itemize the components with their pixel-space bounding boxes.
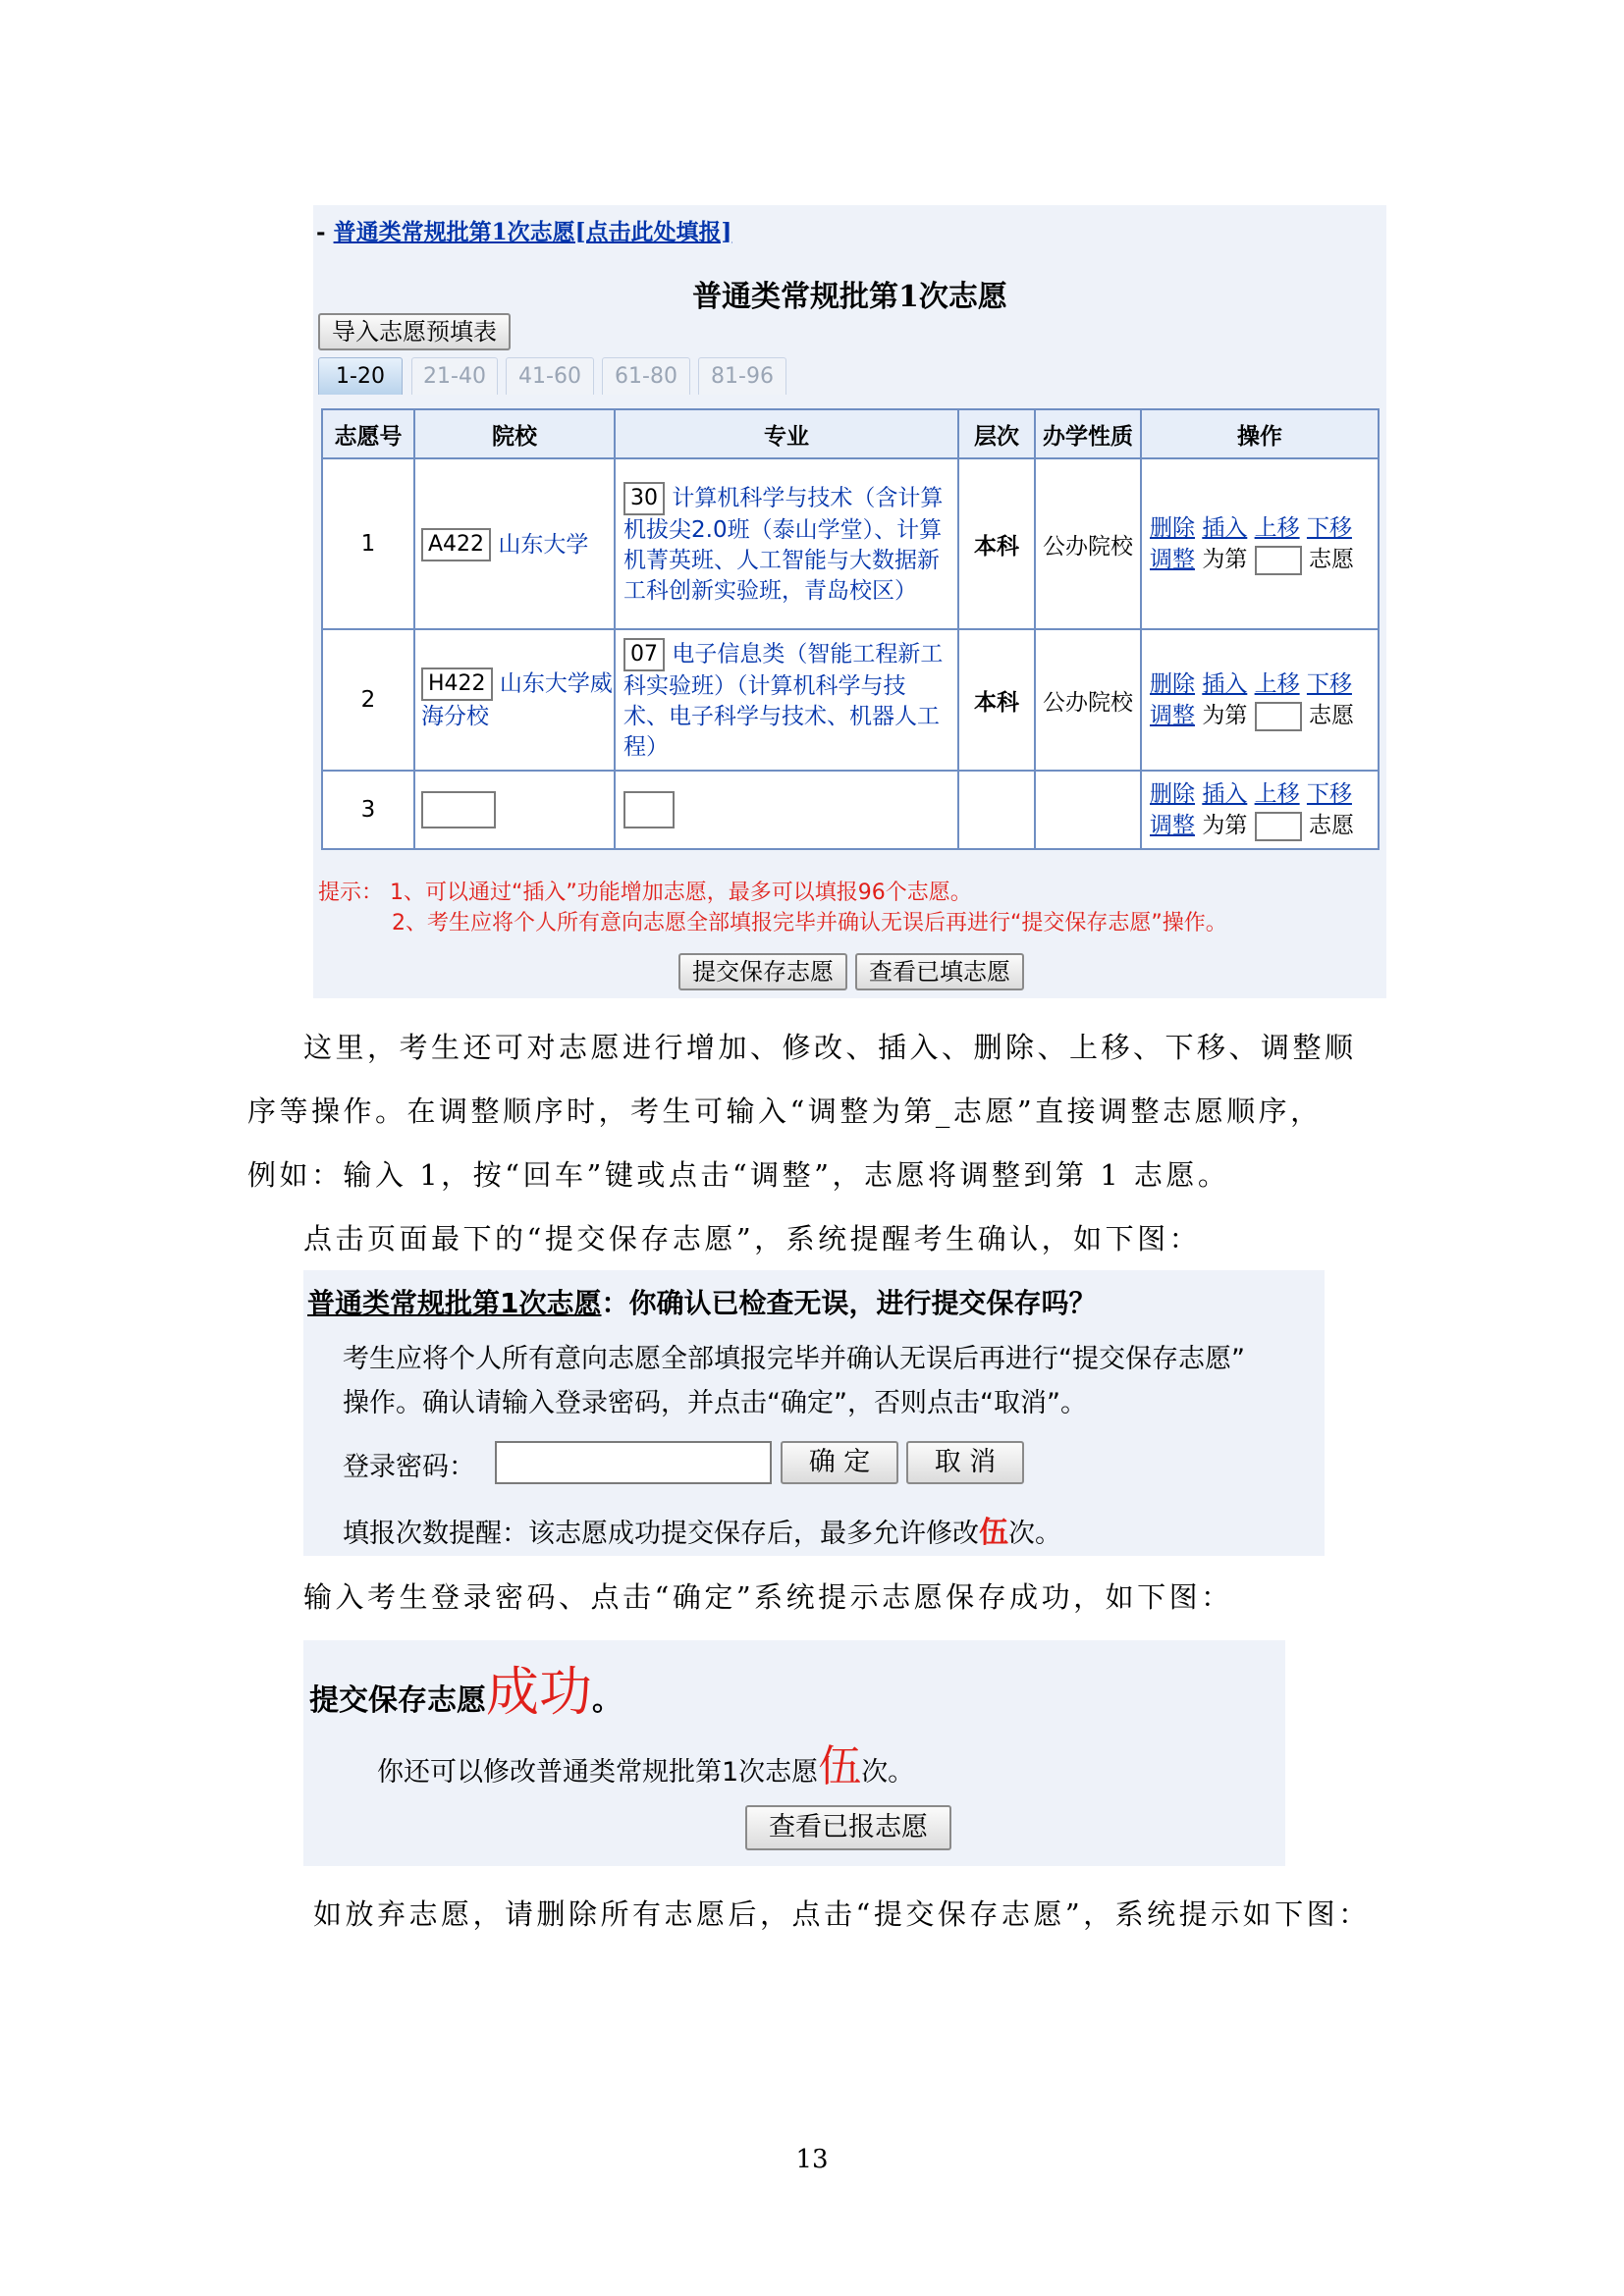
level-cell: 本科 (958, 629, 1035, 771)
tab-41-60[interactable]: 41-60 (506, 357, 594, 395)
major-cell (615, 771, 958, 849)
col-header-no: 志愿号 (322, 409, 414, 458)
col-header-nature: 办学性质 (1035, 409, 1141, 458)
adjust-link[interactable]: 调整 (1150, 703, 1195, 728)
paragraph-1-line-3: 例如：输入 1，按“回车”键或点击“调整”，志愿将调整到第 1 志愿。 (247, 1158, 1230, 1192)
ops-cell (1141, 629, 1379, 771)
school-cell (414, 629, 615, 771)
remaining-edits-text: 你还可以修改普通类常规批第1次志愿 (377, 1757, 819, 1788)
tab-61-80[interactable]: 61-80 (602, 357, 690, 395)
table-row (322, 458, 1379, 629)
ops-cell (1141, 458, 1379, 629)
submit-reminder (343, 1508, 1061, 1551)
wish-label: 志愿 (1308, 813, 1354, 838)
nature-cell: 公办院校 (1035, 458, 1141, 629)
paragraph-4: 如放弃志愿，请删除所有志愿后，点击“提交保存志愿”，系统提示如下图： (313, 1897, 1371, 1931)
major-cell (615, 629, 958, 771)
move-up-link[interactable]: 上移 (1254, 515, 1300, 541)
ops-cell (1141, 771, 1379, 849)
move-up-link[interactable]: 上移 (1254, 781, 1300, 807)
adjust-order-input[interactable] (1255, 812, 1302, 841)
success-word: 成功 (486, 1661, 592, 1723)
move-down-link[interactable]: 下移 (1306, 515, 1352, 541)
major-cell (615, 458, 958, 629)
adjust-link[interactable]: 调整 (1150, 813, 1195, 838)
table-row (322, 771, 1379, 849)
page-number: 13 (795, 2145, 829, 2174)
major-code-input[interactable] (623, 791, 675, 828)
nature-cell: 公办院校 (1035, 629, 1141, 771)
major-name: 计算机科学与技术（含计算机拔尖2.0班（泰山学堂）、计算机菁英班、人工智能与大数据新工科创新实验班，青岛校区） (623, 485, 944, 604)
row-no: 1 (322, 458, 414, 629)
reminder-suffix: 次。 (1008, 1519, 1061, 1549)
wish-label: 志愿 (1308, 547, 1354, 572)
header-prefix: - (316, 219, 334, 245)
confirm-title-question: ：你确认已检查无误，进行提交保存吗？ (601, 1287, 1097, 1319)
wish-form-panel (313, 205, 1386, 998)
col-header-level: 层次 (958, 409, 1035, 458)
insert-link[interactable]: 插入 (1202, 671, 1248, 697)
as-nth-label: 为第 (1202, 813, 1248, 838)
school-name: 山东大学威海分校 (421, 670, 613, 729)
confirm-desc-line-2: 操作。确认请输入登录密码，并点击“确定”，否则点击“取消”。 (343, 1388, 1087, 1418)
import-prefill-button[interactable]: 导入志愿预填表 (318, 313, 511, 350)
submit-save-button[interactable]: 提交保存志愿 (678, 953, 847, 990)
reminder-count: 伍 (979, 1516, 1008, 1550)
remaining-edits-count: 伍 (818, 1741, 862, 1791)
major-code-input[interactable]: 30 (623, 482, 665, 515)
school-name: 山东大学 (498, 531, 589, 558)
major-name: 电子信息类（智能工程新工科实验班）（计算机科学与技术、电子科学与技术、机器人工程） (623, 641, 944, 760)
remaining-edits-suffix: 次。 (861, 1757, 915, 1788)
hint-line-2: 2、考生应将个人所有意向志愿全部填报完毕并确认无误后再进行“提交保存志愿”操作。 (392, 911, 1227, 935)
remaining-edits-line (377, 1731, 914, 1793)
delete-link[interactable]: 删除 (1150, 671, 1195, 697)
row-no: 3 (322, 771, 414, 849)
password-label: 登录密码： (343, 1452, 475, 1482)
move-down-link[interactable]: 下移 (1306, 781, 1352, 807)
ok-button[interactable]: 确 定 (781, 1441, 898, 1484)
paragraph-2: 点击页面最下的“提交保存志愿”，系统提醒考生确认，如下图： (303, 1222, 1202, 1255)
level-cell (958, 771, 1035, 849)
tab-21-40[interactable]: 21-40 (411, 357, 498, 395)
level-cell: 本科 (958, 458, 1035, 629)
view-filled-button[interactable]: 查看已填志愿 (855, 953, 1024, 990)
school-cell (414, 458, 615, 629)
major-code-input[interactable]: 07 (623, 638, 665, 671)
paragraph-1-line-1: 这里，考生还可对志愿进行增加、修改、插入、删除、上移、下移、调整顺 (303, 1031, 1357, 1064)
school-cell (414, 771, 615, 849)
col-header-school: 院校 (414, 409, 615, 458)
table-row (322, 629, 1379, 771)
confirm-dialog (303, 1270, 1325, 1556)
cancel-button[interactable]: 取 消 (906, 1441, 1024, 1484)
confirm-title-link[interactable]: 普通类常规批第1次志愿 (307, 1287, 602, 1319)
form-title: 普通类常规批第1次志愿 (692, 280, 1007, 314)
delete-link[interactable]: 删除 (1150, 515, 1195, 541)
school-code-input[interactable]: H422 (421, 667, 493, 701)
password-input[interactable] (495, 1441, 772, 1484)
reminder-text: 填报次数提醒：该志愿成功提交保存后，最多允许修改 (343, 1519, 979, 1549)
insert-link[interactable]: 插入 (1202, 515, 1248, 541)
view-submitted-button[interactable]: 查看已报志愿 (745, 1805, 951, 1850)
paragraph-3: 输入考生登录密码、点击“确定”系统提示志愿保存成功，如下图： (303, 1580, 1233, 1614)
tab-81-96[interactable]: 81-96 (698, 357, 786, 395)
row-no: 2 (322, 629, 414, 771)
as-nth-label: 为第 (1202, 703, 1248, 728)
move-up-link[interactable]: 上移 (1254, 671, 1300, 697)
hint-line-1: 提示： 1、可以通过“插入”功能增加志愿，最多可以填报96个志愿。 (318, 881, 972, 905)
table-header-row (322, 409, 1379, 458)
success-title-text: 提交保存志愿 (309, 1683, 486, 1718)
col-header-ops: 操作 (1141, 409, 1379, 458)
panel-header (316, 214, 731, 246)
fill-wish-link[interactable]: 普通类常规批第1次志愿[点击此处填报] (333, 219, 732, 245)
delete-link[interactable]: 删除 (1150, 781, 1195, 807)
insert-link[interactable]: 插入 (1202, 781, 1248, 807)
confirm-desc-line-1: 考生应将个人所有意向志愿全部填报完毕并确认无误后再进行“提交保存志愿” (343, 1344, 1245, 1374)
tab-1-20[interactable]: 1-20 (318, 357, 403, 395)
success-panel (303, 1640, 1285, 1866)
nature-cell (1035, 771, 1141, 849)
move-down-link[interactable]: 下移 (1306, 671, 1352, 697)
adjust-order-input[interactable] (1255, 702, 1302, 731)
success-title-suffix: 。 (592, 1683, 622, 1718)
adjust-order-input[interactable] (1255, 546, 1302, 575)
success-title (309, 1650, 622, 1726)
col-header-major: 专业 (615, 409, 958, 458)
confirm-title (307, 1282, 1097, 1321)
as-nth-label: 为第 (1202, 547, 1248, 572)
wish-label: 志愿 (1308, 703, 1354, 728)
paragraph-1-line-2: 序等操作。在调整顺序时，考生可输入“调整为第_志愿”直接调整志愿顺序， (247, 1095, 1323, 1128)
adjust-link[interactable]: 调整 (1150, 547, 1195, 572)
school-code-input[interactable]: A422 (421, 528, 491, 561)
school-code-input[interactable] (421, 791, 496, 828)
wish-table (321, 408, 1380, 850)
